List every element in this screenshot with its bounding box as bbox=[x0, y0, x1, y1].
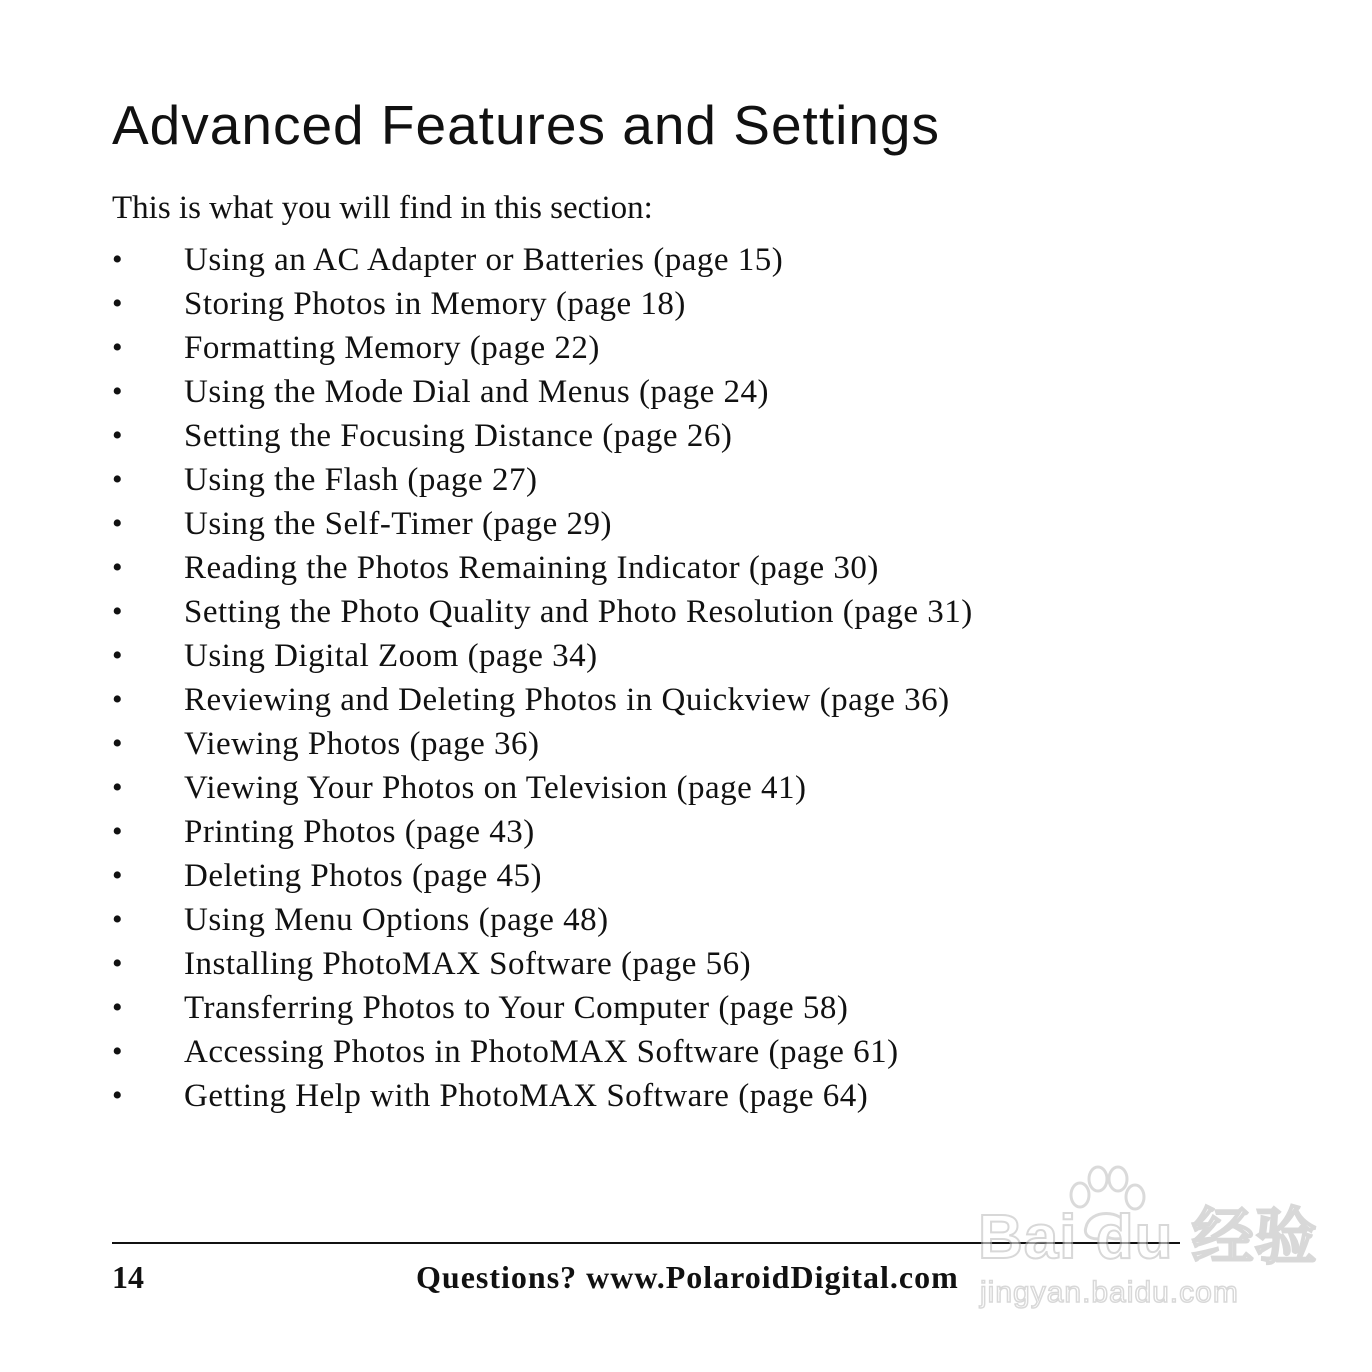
page-number: 14 bbox=[112, 1259, 144, 1295]
contents-item-label: Using the Self-Timer (page 29) bbox=[184, 506, 613, 542]
bullet-icon: • bbox=[112, 595, 123, 628]
contents-item-label: Using the Flash (page 27) bbox=[184, 462, 538, 498]
contents-item-label: Using Menu Options (page 48) bbox=[184, 902, 609, 938]
watermark-url: jingyan.baidu.com bbox=[980, 1276, 1239, 1309]
contents-item-label: Setting the Photo Quality and Photo Resolution (page 31) bbox=[184, 594, 973, 630]
contents-item bbox=[112, 986, 973, 1030]
contents-item bbox=[112, 634, 973, 678]
contents-item bbox=[112, 942, 973, 986]
contents-item-label: Storing Photos in Memory (page 18) bbox=[184, 286, 686, 322]
bullet-icon: • bbox=[112, 991, 123, 1024]
contents-item bbox=[112, 810, 973, 854]
contents-item bbox=[112, 458, 973, 502]
watermark-brand-text: Bai du 经验 bbox=[978, 1203, 1318, 1272]
bullet-icon: • bbox=[112, 419, 123, 452]
bullet-icon: • bbox=[112, 815, 123, 848]
contents-item-label: Reading the Photos Remaining Indicator (page 30) bbox=[184, 550, 879, 586]
contents-item-label: Formatting Memory (page 22) bbox=[184, 330, 600, 366]
contents-item bbox=[112, 678, 973, 722]
bullet-icon: • bbox=[112, 859, 123, 892]
section-intro: This is what you will find in this section: bbox=[112, 190, 653, 226]
contents-item bbox=[112, 1030, 973, 1074]
bullet-icon: • bbox=[112, 727, 123, 760]
contents-item-label: Transferring Photos to Your Computer (page 58) bbox=[184, 990, 849, 1026]
bullet-icon: • bbox=[112, 551, 123, 584]
contents-item bbox=[112, 546, 973, 590]
footer-help-text: Questions? www.PolaroidDigital.com bbox=[416, 1259, 959, 1295]
contents-item-label: Printing Photos (page 43) bbox=[184, 814, 535, 850]
contents-item-label: Reviewing and Deleting Photos in Quickview (page 36) bbox=[184, 682, 950, 718]
contents-item-label: Viewing Photos (page 36) bbox=[184, 726, 540, 762]
bullet-icon: • bbox=[112, 331, 123, 364]
contents-item bbox=[112, 766, 973, 810]
contents-item-label: Viewing Your Photos on Television (page 41) bbox=[184, 770, 807, 806]
contents-item bbox=[112, 326, 973, 370]
bullet-icon: • bbox=[112, 683, 123, 716]
contents-item-label: Using an AC Adapter or Batteries (page 15) bbox=[184, 242, 784, 278]
bullet-icon: • bbox=[112, 1035, 123, 1068]
contents-item-label: Accessing Photos in PhotoMAX Software (page 61) bbox=[184, 1034, 899, 1070]
contents-item bbox=[112, 502, 973, 546]
contents-item bbox=[112, 282, 973, 326]
baidu-watermark bbox=[970, 1165, 1318, 1325]
contents-item bbox=[112, 854, 973, 898]
contents-item bbox=[112, 1074, 973, 1118]
contents-item bbox=[112, 238, 973, 282]
contents-item-label: Using the Mode Dial and Menus (page 24) bbox=[184, 374, 769, 410]
contents-item-label: Getting Help with PhotoMAX Software (page 64) bbox=[184, 1078, 869, 1114]
page-title: Advanced Features and Settings bbox=[112, 94, 941, 156]
contents-item-label: Deleting Photos (page 45) bbox=[184, 858, 543, 894]
bullet-icon: • bbox=[112, 287, 123, 320]
bullet-icon: • bbox=[112, 1079, 123, 1112]
contents-item bbox=[112, 590, 973, 634]
contents-item-label: Setting the Focusing Distance (page 26) bbox=[184, 418, 733, 454]
contents-item bbox=[112, 414, 973, 458]
contents-item-label: Installing PhotoMAX Software (page 56) bbox=[184, 946, 752, 982]
bullet-icon: • bbox=[112, 463, 123, 496]
bullet-icon: • bbox=[112, 243, 123, 276]
contents-list bbox=[112, 238, 973, 1118]
bullet-icon: • bbox=[112, 947, 123, 980]
bullet-icon: • bbox=[112, 771, 123, 804]
contents-item bbox=[112, 722, 973, 766]
bullet-icon: • bbox=[112, 639, 123, 672]
contents-item-label: Using Digital Zoom (page 34) bbox=[184, 638, 598, 674]
contents-item bbox=[112, 370, 973, 414]
paw-icon bbox=[1060, 1165, 1150, 1245]
bullet-icon: • bbox=[112, 507, 123, 540]
footer-divider bbox=[112, 1242, 1180, 1244]
bullet-icon: • bbox=[112, 903, 123, 936]
bullet-icon: • bbox=[112, 375, 123, 408]
contents-item bbox=[112, 898, 973, 942]
